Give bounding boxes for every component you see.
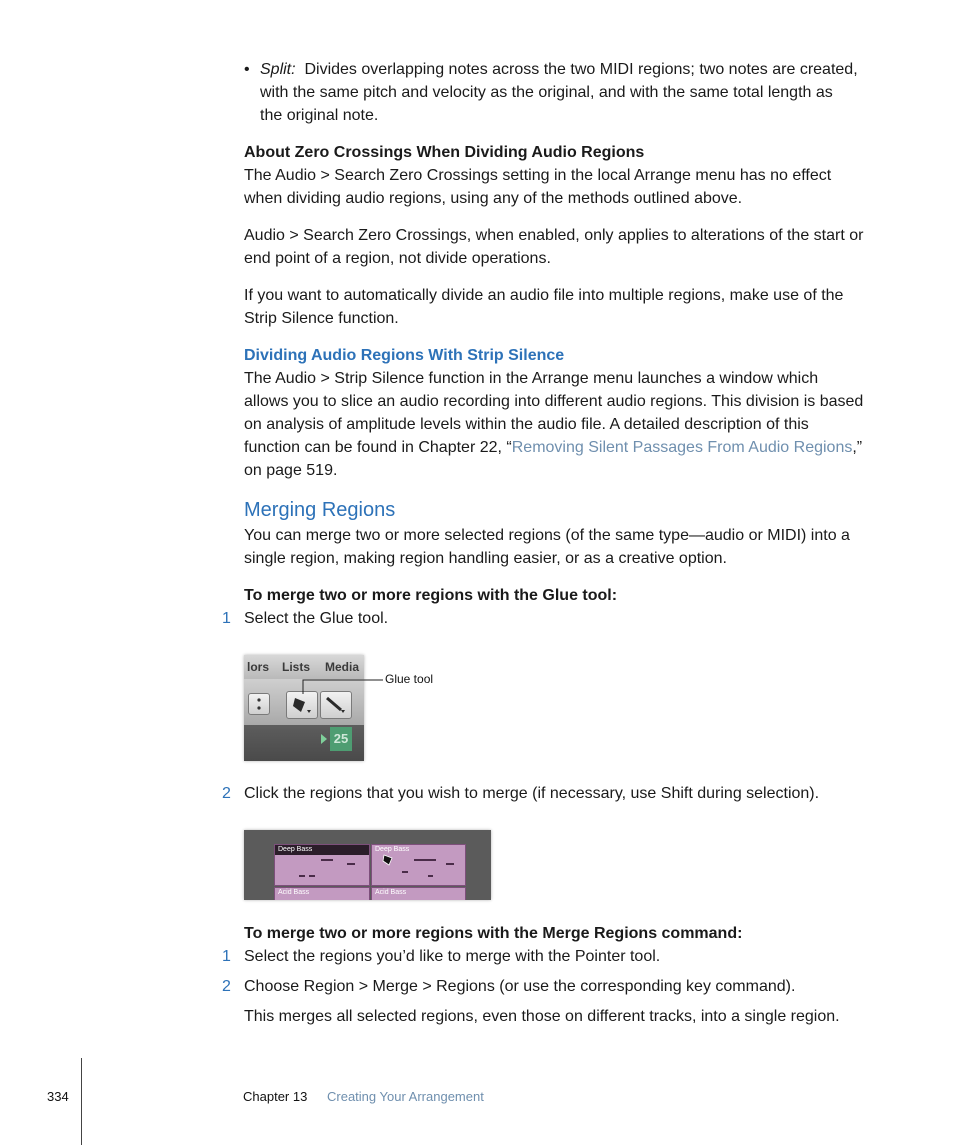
merge-command-procedure-heading: To merge two or more regions with the Merge Regions command: (244, 925, 743, 942)
zc-p2-line-1: Audio > Search Zero Crossings, when enabled, only applies to alterations of the start or (244, 227, 864, 244)
split-line-3: the original note. (260, 107, 379, 124)
regions-screenshot (244, 830, 491, 900)
step-1-number: 1 (222, 610, 231, 627)
ss-line-4-text: function can be found in Chapter 22, “ (244, 439, 512, 456)
ss-line-2: allows you to slice an audio recording into different audio regions. This division is based (244, 393, 864, 410)
stepper-button[interactable] (248, 693, 270, 715)
step-1-text: Select the Glue tool. (244, 610, 389, 627)
glue-tool-screenshot (244, 655, 364, 761)
split-line-1: Divides overlapping notes across the two MIDI regions; two notes are created, (304, 61, 858, 78)
bullet-marker: • (244, 61, 250, 78)
zc-p1-line-1: The Audio > Search Zero Crossings setting in the local Arrange menu has no effect (244, 167, 832, 184)
removing-silent-passages-link[interactable]: Removing Silent Passages From Audio Regions (511, 439, 853, 456)
arrange-lower-area (244, 725, 364, 761)
midi-note (309, 875, 315, 877)
menu-item-colors: lors (247, 660, 270, 674)
midi-note (414, 859, 436, 861)
merging-regions-heading: Merging Regions (244, 499, 396, 521)
midi-note (446, 863, 454, 865)
split-term: Split: (260, 61, 296, 78)
ss-line-4 (244, 436, 863, 459)
zero-crossings-heading: About Zero Crossings When Dividing Audio Regions (244, 144, 645, 161)
glue-tool-callout: Glue tool (385, 672, 434, 686)
ss-line-5: on page 519. (244, 462, 338, 479)
strip-silence-heading: Dividing Audio Regions With Strip Silence (244, 347, 565, 364)
merge-result-text: This merges all selected regions, even those on different tracks, into a single region. (244, 1008, 840, 1025)
region-2-name: Deep Bass (375, 846, 410, 853)
region-deep-bass-2[interactable] (371, 844, 466, 886)
glue-tool-procedure-heading: To merge two or more regions with the Glue tool: (244, 587, 618, 604)
step-2-number: 2 (222, 785, 231, 802)
split-bullet (260, 58, 900, 127)
midi-note (428, 875, 433, 877)
ss-line-1: The Audio > Strip Silence function in the Arrange menu launches a window which (244, 370, 819, 387)
zc-p2-line-2: end point of a region, not divide operations. (244, 250, 551, 267)
merging-intro (244, 524, 850, 570)
midi-note (347, 863, 355, 865)
merging-line-2: single region, making region handling easier, or as a creative option. (244, 550, 727, 567)
zc-p3-line-2: Strip Silence function. (244, 310, 399, 327)
zc-p3-line-1: If you want to automatically divide an audio file into multiple regions, make use of the (244, 287, 844, 304)
midi-note (321, 859, 333, 861)
cmd-step-2-text: Choose Region > Merge > Regions (or use the corresponding key command). (244, 978, 796, 995)
glue-tool-callout-line (300, 676, 384, 696)
zero-crossings-paragraph-1 (244, 164, 831, 210)
step-2-text: Click the regions that you wish to merge (if necessary, use Shift during selection). (244, 785, 820, 802)
footer-chapter: Chapter 13 (243, 1089, 308, 1104)
zc-p1-line-2: when dividing audio regions, using any of the methods outlined above. (244, 190, 743, 207)
menu-item-lists: Lists (282, 660, 311, 674)
footer-chapter-title[interactable]: Creating Your Arrangement (327, 1089, 484, 1104)
stepper-icon (249, 694, 269, 714)
footer-divider (81, 1058, 82, 1145)
midi-note (299, 875, 305, 877)
glue-cursor-icon (382, 853, 396, 867)
menu-item-media: Media (325, 660, 360, 674)
region-acid-bass-2[interactable]: Acid Bass (371, 887, 466, 900)
split-line-2: with the same pitch and velocity as the original, and with the same total length as (260, 84, 833, 101)
cmd-step-2-number: 2 (222, 978, 231, 995)
strip-silence-paragraph (244, 367, 863, 482)
play-marker-icon (320, 733, 328, 745)
region-acid-bass[interactable]: Acid Bass (274, 887, 370, 900)
page-number: 334 (47, 1089, 69, 1104)
midi-note (402, 871, 408, 873)
region-deep-bass-1[interactable] (274, 844, 370, 886)
region-1-name: Deep Bass (275, 845, 369, 855)
ss-line-3: on analysis of amplitude levels within the audio file. A detailed description of this (244, 416, 809, 433)
cmd-step-1-text: Select the regions you’d like to merge with the Pointer tool. (244, 948, 661, 965)
ss-line-4-tail: ,” (852, 439, 863, 456)
zero-crossings-paragraph-3 (244, 284, 843, 330)
merging-line-1: You can merge two or more selected regions (of the same type—audio or MIDI) into a (244, 527, 850, 544)
cmd-step-1-number: 1 (222, 948, 231, 965)
zero-crossings-paragraph-2 (244, 224, 863, 270)
bar-number: 25 (330, 727, 352, 751)
